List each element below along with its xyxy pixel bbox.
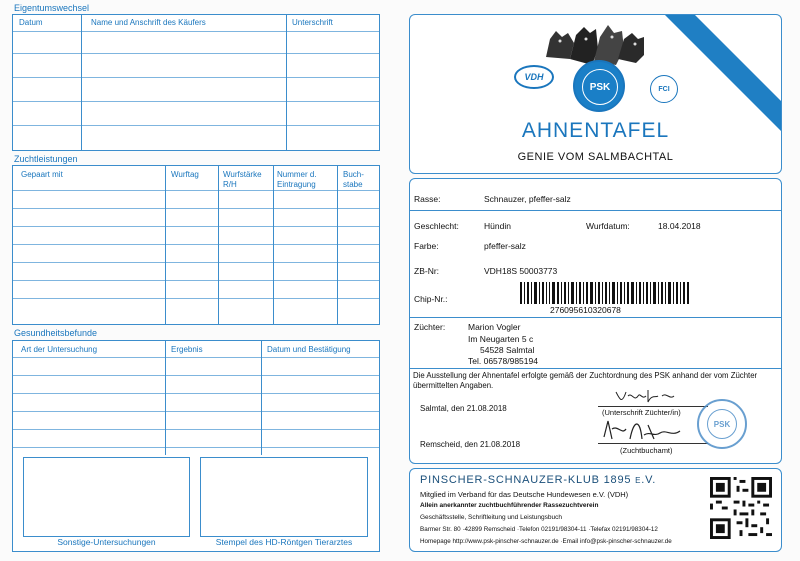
health-title: Gesundheitsbefunde (14, 328, 98, 338)
row-divider (13, 53, 379, 54)
row-divider (13, 429, 379, 430)
signature-line-registrar (598, 443, 708, 444)
chip-number-label: Chip-Nr.: (414, 294, 448, 304)
breeding-col-mated: Gepaart mit (21, 170, 63, 179)
breeder-street: Im Neugarten 5 c (468, 334, 534, 344)
header-box (409, 14, 782, 174)
breeding-title: Zuchtleistungen (14, 154, 78, 164)
row-divider (13, 393, 379, 394)
health-table (12, 340, 380, 552)
place-date-breeder: Salmtal, den 21.08.2018 (420, 404, 507, 413)
fci-logo: FCI (650, 75, 678, 103)
ownership-table (12, 14, 380, 151)
row-divider (13, 244, 379, 245)
row-divider (13, 208, 379, 209)
ownership-title: Eigentumswechsel (14, 3, 90, 13)
hd-stamp-label: Stempel des HD-Röntgen Tierarztes (215, 537, 353, 547)
club-office: Geschäftsstelle, Schriftleitung und Leistungsbuch (420, 514, 563, 521)
club-address: Barmer Str. 80 ·42899 Remscheid ·Telefon 02191/98304-11 ·Telefax 02191/98304-12 (420, 526, 658, 533)
breeding-col-litterday: Wurftag (171, 170, 199, 179)
hd-stamp-box (200, 457, 368, 537)
col-divider (218, 166, 219, 324)
sex-value: Hündin (484, 221, 511, 231)
col-divider (286, 15, 287, 150)
document-title: AHNENTAFEL (521, 119, 670, 142)
row-divider (13, 411, 379, 412)
registrar-signature-caption: (Zuchtbuchamt) (620, 446, 673, 455)
ownership-col-signature: Unterschrift (292, 18, 333, 27)
row-divider (13, 101, 379, 102)
row-divider (13, 298, 379, 299)
sex-label: Geschlecht: (414, 221, 459, 231)
row-divider (13, 125, 379, 126)
row-divider (410, 317, 781, 318)
breeder-signature-caption: (Unterschrift Züchter/in) (602, 408, 681, 417)
row-divider (410, 210, 781, 211)
club-contact: Homepage http://www.psk-pinscher-schnauzer.de ·Email info@psk-pinscher-schnauzer.de (420, 538, 672, 545)
row-divider (410, 368, 781, 369)
col-divider (337, 166, 338, 324)
breeder-city: 54528 Salmtal (480, 345, 535, 355)
row-divider (13, 357, 379, 358)
birth-date-value: 18.04.2018 (658, 221, 701, 231)
ownership-col-buyer: Name und Anschrift des Käufers (91, 18, 206, 27)
row-divider (13, 190, 379, 191)
ownership-col-date: Datum (19, 18, 43, 27)
health-col-result: Ergebnis (171, 345, 203, 354)
other-examinations-box (23, 457, 190, 537)
color-value: pfeffer-salz (484, 241, 526, 251)
psk-seal-text: PSK (582, 69, 618, 105)
row-divider (13, 262, 379, 263)
row-divider (13, 280, 379, 281)
details-box (409, 178, 782, 464)
col-divider (81, 15, 82, 150)
breed-label: Rasse: (414, 194, 441, 204)
club-name: PINSCHER-SCHNAUZER-KLUB 1895 e.V. (420, 474, 657, 486)
col-divider (165, 341, 166, 455)
zb-number-value: VDH18S 50003773 (484, 266, 558, 276)
col-divider (261, 341, 262, 455)
footer-box (409, 468, 782, 552)
breeding-table (12, 165, 380, 325)
breeding-col-strength: Wurfstärke R/H (223, 170, 262, 189)
row-divider (13, 447, 379, 448)
col-divider (165, 166, 166, 324)
chip-barcode (520, 282, 690, 304)
color-label: Farbe: (414, 241, 439, 251)
issuance-statement: Die Ausstellung der Ahnentafel erfolgte gemäß der Zuchtordnung des PSK anhand der vom Züchter übermittelten Angaben. (413, 371, 758, 390)
club-recognition: Allein anerkannter zuchtbuchführender Rassezuchtverein (420, 502, 599, 509)
col-divider (273, 166, 274, 324)
breeder-label: Züchter: (414, 322, 446, 332)
breeding-col-number: Nummer d. Eintragung (277, 170, 317, 189)
breeder-phone: Tel. 06578/985194 (468, 356, 538, 366)
qr-code (710, 477, 772, 539)
breeder-signature (612, 386, 692, 408)
zb-number-label: ZB-Nr: (414, 266, 440, 276)
row-divider (13, 77, 379, 78)
place-date-registrar: Remscheid, den 21.08.2018 (420, 440, 521, 449)
club-membership: Mitglied im Verband für das Deutsche Hundewesen e.V. (VDH) (420, 490, 629, 499)
chip-number-value: 276095610320678 (550, 305, 621, 315)
breeding-col-letter: Buch- stabe (343, 170, 364, 189)
breeder-name: Marion Vogler (468, 322, 521, 332)
stamp-psk-mark: PSK (707, 409, 737, 439)
dog-name: GENIE VOM SALMBACHTAL (517, 151, 674, 163)
row-divider (13, 226, 379, 227)
row-divider (13, 31, 379, 32)
other-examinations-label: Sonstige-Untersuchungen (57, 537, 156, 547)
psk-seal (573, 60, 625, 112)
health-col-type: Art der Untersuchung (21, 345, 98, 354)
birth-date-label: Wurfdatum: (586, 221, 630, 231)
signature-line-breeder (598, 406, 708, 407)
vdh-logo: VDH (514, 65, 554, 89)
row-divider (13, 375, 379, 376)
health-col-date: Datum und Bestätigung (267, 345, 351, 354)
breed-value: Schnauzer, pfeffer-salz (484, 194, 571, 204)
official-stamp (697, 399, 747, 449)
registrar-signature (600, 417, 700, 445)
